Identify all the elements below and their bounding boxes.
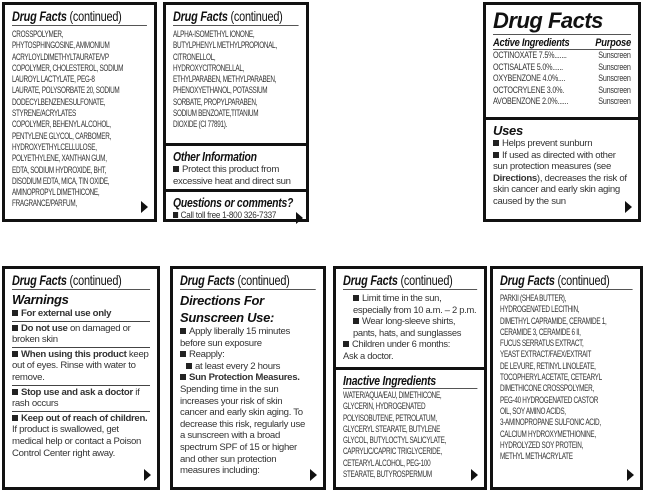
header-continued: (continued)	[230, 8, 283, 24]
warnings-list	[12, 307, 150, 460]
bullet-icon	[173, 212, 178, 218]
warning-item	[12, 321, 150, 347]
ingredient-line: CERAMIDE 3, CERAMIDE 6 II,	[500, 325, 581, 337]
other-information-text	[173, 164, 299, 187]
next-arrow-icon	[144, 469, 151, 481]
ingredient-line: LAUROYL LACTYLATE, PEG-8	[12, 73, 95, 85]
header-title: Drug Facts	[173, 8, 228, 24]
ingredient-line: YEAST EXTRACT/FAEX/EXTRAIT	[500, 348, 592, 360]
bullet-icon	[353, 318, 359, 324]
other-line: excessive heat and direct sun	[173, 175, 291, 187]
ingredient-line: CITRONELLOL,	[173, 50, 216, 62]
panel-header	[173, 8, 299, 26]
direction-item	[343, 292, 477, 315]
ingredient-line: AMINOPROPYL DIMETHICONE,	[12, 186, 100, 198]
ingredient-line: METHYL METHACRYLATE	[500, 450, 573, 462]
ingredient-line: ETHYLPARABEN, METHYLPARABEN,	[173, 73, 277, 85]
direction-text: Limit time in the sun, especially from 10 a.m. – 2 p.m.	[353, 292, 477, 315]
panel-header	[343, 272, 477, 290]
ingredient-line: COPOLYMER, CHOLESTEROL, SODIUM	[12, 61, 124, 73]
bullet-icon	[173, 166, 179, 172]
panel-header	[500, 272, 633, 290]
ingredient-line: DIOXIDE (CI 77891).	[173, 118, 228, 130]
warning-bold: For external use only	[21, 308, 112, 319]
active-ingredient-name: OXYBENZONE 4.0%....	[493, 73, 566, 85]
ingredient-line: PEG-40 HYDROGENATED CASTOR	[500, 393, 599, 405]
active-ingredients-title: Active Ingredients	[493, 37, 570, 49]
phone-number[interactable]: Call toll free 1-800 326-7337	[180, 210, 277, 221]
panel-drug-facts	[483, 2, 641, 222]
direction-text: Children under 6 months: Ask a doctor.	[343, 338, 451, 361]
active-ingredient-name: AVOBENZONE 2.0%......	[493, 96, 569, 108]
ingredient-line: PHENOXYETHANOL, POTASSIUM	[173, 84, 268, 96]
inactive-ingredients-title: Inactive Ingredients	[343, 373, 477, 389]
other-line: Protect this product from	[182, 164, 280, 175]
ingredient-line: SODIUM BENZOATE,TITANIUM	[173, 107, 259, 119]
bullet-icon	[180, 351, 186, 357]
ingredient-line: HYDROXYETHYLCELLULOSE,	[12, 140, 97, 152]
panel-inactive-cont-3	[490, 266, 643, 490]
ingredient-line: LAURATE, POLYSORBATE 20, SODIUM	[12, 84, 120, 96]
panel-warnings	[2, 266, 160, 490]
bullet-icon	[12, 415, 18, 421]
direction-text: Spending time in the sun increases your risk of skin cancer and early skin aging. To decrease this risk, regularly use a sunscreen with a broad spectrum SPF of 15 or higher and other sun protection measures including:	[180, 383, 306, 477]
ingredient-line: STEARATE, BUTYROSPERMUM	[343, 468, 432, 480]
ingredient-line: BUTYLPHENYL METHYLPROPIONAL,	[173, 39, 277, 51]
active-ingredient-row	[493, 73, 631, 85]
use-text: If used as directed with other sun protection measures (see	[493, 149, 616, 173]
header-continued: (continued)	[557, 272, 610, 288]
active-ingredient-name: OCTINOXATE 7.5%.......	[493, 50, 567, 61]
ingredient-line: PARKII (SHEA BUTTER),	[500, 292, 567, 303]
bullet-icon	[12, 389, 18, 395]
use-text: ), decreases the risk of skin cancer and early skin aging caused by the sun	[493, 172, 627, 207]
bullet-icon	[180, 374, 186, 380]
panel-inactive	[333, 266, 487, 490]
direction-item	[180, 326, 316, 349]
direction-text: Reapply:	[189, 349, 225, 361]
directions-title-1: Directions For	[180, 293, 264, 308]
ingredient-line: PHYTOSPHINGOSINE, AMMONIUM	[12, 39, 110, 51]
ingredient-line: FRAGRANCE/PARFUM,	[12, 197, 77, 209]
direction-text: at least every 2 hours	[195, 360, 281, 372]
warning-text: on damaged or broken skin	[12, 322, 131, 346]
next-arrow-icon	[471, 469, 478, 481]
active-ingredients-list	[493, 50, 631, 108]
ingredient-line: OIL, SOY AMINO ACIDS,	[500, 404, 566, 416]
ingredient-line: SORBATE, PROPYLPARABEN,	[173, 95, 258, 107]
direction-item	[180, 361, 316, 373]
ingredient-line: POLYISOBUTENE, PETROLATUM,	[343, 411, 437, 423]
panel-inactive-cont-2	[163, 2, 309, 222]
ingredient-line: 3-AMINOPROPANE SULFONIC ACID,	[500, 416, 601, 428]
purpose-title: Purpose	[595, 37, 631, 49]
bullet-icon	[12, 310, 18, 316]
ingredient-lines	[173, 28, 299, 130]
ingredient-line: DODECYLBENZENESULFONATE,	[12, 95, 106, 107]
ingredient-line: POLYETHYLENE, XANTHAN GUM,	[12, 152, 107, 164]
drug-facts-title: Drug Facts	[493, 8, 631, 35]
direction-text: Wear long-sleeve shirts, pants, hats, and sunglasses	[353, 315, 462, 338]
ingredient-line: CETEARYL ALCOHOL, PEG-100	[343, 456, 431, 468]
other-information-title: Other Information	[173, 149, 257, 164]
ingredient-line: STYRENE/ACRYLATES	[12, 107, 77, 119]
panel-header	[180, 272, 316, 290]
next-arrow-icon	[310, 469, 317, 481]
questions-line	[173, 210, 280, 222]
ingredient-lines	[12, 28, 147, 209]
panel-header	[12, 8, 147, 26]
bullet-icon	[493, 140, 499, 146]
header-title: Drug Facts	[180, 272, 235, 288]
warning-bold: Keep out of reach of children.	[21, 412, 148, 424]
direction-item	[180, 349, 316, 361]
bullet-icon	[353, 295, 359, 301]
active-ingredient-row	[493, 96, 631, 108]
uses-title: Uses	[493, 123, 523, 138]
ingredient-line: GLYCOL, BUTYLOCTYL SALICYLATE,	[343, 434, 447, 446]
use-text: Helps prevent sunburn	[502, 138, 593, 149]
ingredient-line: ACRYLOYLDIMETHYLTAURATE/VP	[12, 50, 109, 62]
bullet-icon	[493, 152, 499, 158]
warning-item	[12, 347, 150, 385]
use-item	[493, 138, 631, 150]
warning-item	[12, 411, 150, 460]
header-title: Drug Facts	[12, 272, 67, 288]
header-title: Drug Facts	[343, 272, 398, 288]
next-arrow-icon	[625, 201, 632, 213]
direction-item	[343, 315, 477, 338]
active-ingredient-name: OCTISALATE 5.0%......	[493, 61, 563, 73]
active-ingredient-purpose: Sunscreen	[598, 61, 631, 73]
active-ingredient-row	[493, 85, 631, 97]
active-ingredient-row	[493, 50, 631, 62]
ingredient-line: DIMETHICONE CROSSPOLYMER,	[500, 382, 594, 394]
ingredient-line: HYDROGENATED LECITHIN,	[500, 303, 580, 315]
direction-item	[343, 338, 453, 361]
warning-text: if rash occurs	[12, 386, 140, 410]
header-continued: (continued)	[400, 272, 453, 288]
panel-header	[12, 272, 150, 290]
use-text-bold: Directions	[493, 172, 537, 184]
header-title: Drug Facts	[500, 272, 555, 288]
active-ingredient-purpose: Sunscreen	[598, 96, 631, 108]
warnings-title: Warnings	[12, 292, 69, 307]
ingredient-line: WATER/AQUA/EAU, DIMETHICONE,	[343, 389, 442, 400]
ingredient-line: COPOLYMER, BEHENYL ALCOHOL,	[12, 118, 111, 130]
header-continued: (continued)	[69, 8, 122, 24]
header-continued: (continued)	[69, 272, 122, 288]
ingredient-line: FUCUS SERRATUS EXTRACT,	[500, 337, 584, 349]
ingredient-line: HYDROXYCITRONELLAL,	[173, 61, 245, 73]
ingredient-line: CALCIUM HYDROXYMETHIONINE,	[500, 427, 596, 439]
active-ingredient-row	[493, 62, 631, 74]
direction-item	[180, 372, 316, 384]
direction-text-bold: Sun Protection Measures.	[189, 372, 300, 384]
warning-item	[12, 385, 150, 411]
bullet-icon	[186, 363, 192, 369]
warning-item	[12, 307, 150, 321]
ingredient-line: HYDROLYZED SOY PROTEIN,	[500, 438, 584, 450]
use-item	[493, 150, 631, 208]
panel-inactive-cont-1	[2, 2, 157, 222]
bullet-icon	[12, 351, 18, 357]
active-ingredient-purpose: Sunscreen	[598, 50, 631, 61]
panel-directions	[170, 266, 326, 490]
ingredient-line: CROSSPOLYMER,	[12, 28, 64, 39]
ingredient-line: GLYCERYL STEARATE, BUTYLENE	[343, 422, 441, 434]
ingredient-line: GLYCERIN, HYDROGENATED	[343, 400, 426, 412]
ingredient-line: ALPHA-ISOMETHYL IONONE,	[173, 28, 255, 39]
ingredient-line: DE LEVURE, RETINYL LINOLEATE,	[500, 359, 596, 371]
active-ingredient-purpose: Sunscreen	[598, 84, 631, 96]
bullet-icon	[12, 325, 18, 331]
directions-title-2: Sunscreen Use:	[180, 310, 275, 325]
ingredient-lines	[500, 292, 633, 461]
questions-title: Questions or comments?	[173, 195, 294, 210]
ingredient-line: CAPRYLIC/CAPRIC TRIGLYCERIDE,	[343, 445, 442, 457]
header-title: Drug Facts	[12, 8, 67, 24]
bullet-icon	[343, 341, 349, 347]
bullet-icon	[180, 328, 186, 334]
warning-text: keep out of eyes. Rinse with water to remove.	[12, 348, 149, 383]
next-arrow-icon	[141, 201, 148, 213]
warning-bold: When using this product	[21, 348, 127, 360]
ingredient-line: PENTYLENE GLYCOL, CARBOMER,	[12, 129, 111, 141]
next-arrow-icon	[296, 212, 303, 224]
warning-text: If product is swallowed, get medical help or contact a Poison Control Center right away.	[12, 424, 142, 459]
next-arrow-icon	[627, 469, 634, 481]
ingredient-line: EDTA, SODIUM HYDROXIDE, BHT,	[12, 163, 107, 175]
active-ingredient-name: OCTOCRYLENE 3.0%.	[493, 84, 565, 96]
ingredient-line: DISODIUM EDTA, MICA, TIN OXIDE,	[12, 174, 110, 186]
header-continued: (continued)	[237, 272, 290, 288]
ingredient-lines	[343, 389, 477, 479]
warning-bold: Stop use and ask a doctor	[21, 386, 133, 398]
active-ingredient-purpose: Sunscreen	[598, 73, 631, 85]
direction-text: Apply liberally 15 minutes before sun exposure	[180, 326, 290, 349]
ingredient-line: DIMETHYL CAPRAMIDE, CERAMIDE 1,	[500, 314, 607, 326]
warning-bold: Do not use	[21, 322, 68, 334]
ingredient-line: TOCOPHERYL ACETATE, CETEARYL	[500, 371, 602, 383]
